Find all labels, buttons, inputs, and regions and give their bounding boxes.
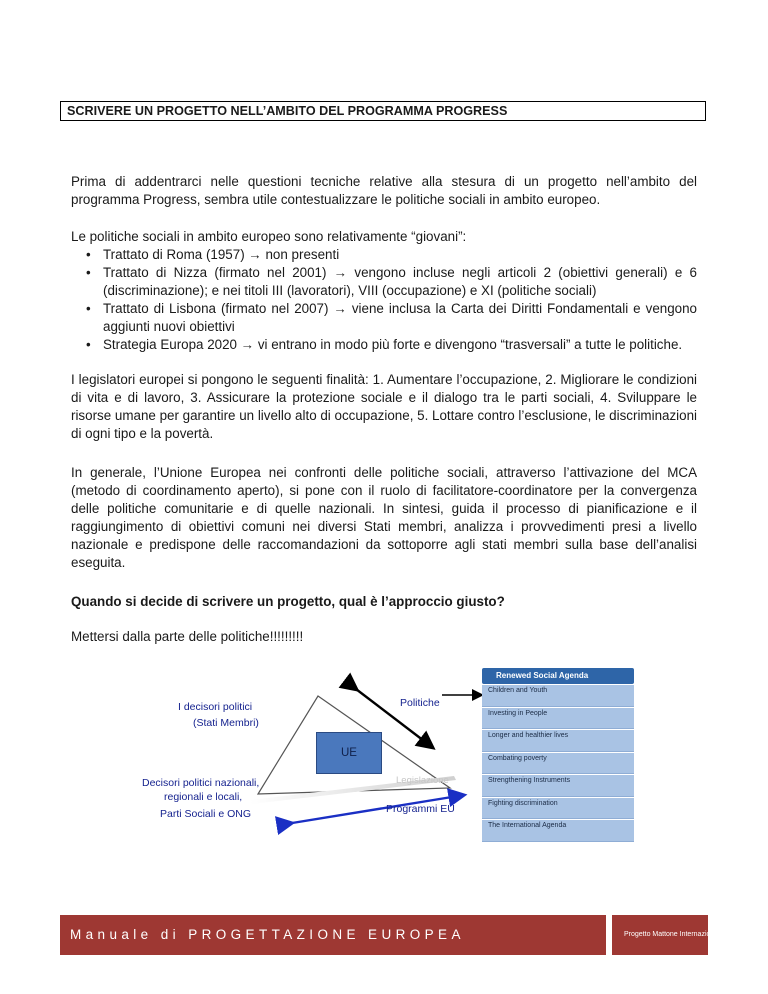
list-item: • Trattato di Lisbona (firmato nel 2007) → viene inclusa la Carta dei Diritti Fondamentali e vengono aggiunti nuovi obiettivi	[86, 300, 697, 336]
list-item: • Trattato di Roma (1957) → non presenti	[86, 246, 697, 264]
decisori-label: I decisori politici	[178, 701, 253, 713]
nazionali-label: Decisori politici nazionali,	[142, 777, 260, 789]
agenda-item: Strengthening Instruments	[482, 775, 634, 797]
treaty-list	[71, 246, 697, 354]
politiche-intro: Le politiche sociali in ambito europeo sono relativamente “giovani”:	[71, 229, 467, 244]
parti-label: Parti Sociali e ONG	[160, 808, 252, 820]
agenda-item: The International Agenda	[482, 820, 634, 842]
intro-paragraph: Prima di addentrarci nelle questioni tecniche relative alla stesura di un progetto nell’ambito del programma Progress, sembra utile contestualizzare le politiche sociali in ambito europeo.	[71, 174, 697, 207]
social-policy-diagram	[138, 664, 636, 844]
agenda-item: Children and Youth	[482, 685, 634, 707]
list-item: • Strategia Europa 2020 → vi entrano in modo più forte e divengono “trasversali” a tutte le politiche.	[86, 336, 697, 354]
agenda-item: Combating poverty	[482, 753, 634, 775]
finalita-paragraph: I legislatori europei si pongono le seguenti finalità: 1. Aumentare l’occupazione, 2. Migliorare le condizioni di vita e di lavoro, 3. Assicurare la protezione sociale e il dialogo tra le parti sociali, 4. Sviluppare le risorse umane per garantire un livello alto di occupazione, 5. Lottare contro l’esclusione, le discriminazioni di ogni tipo e la povertà.	[71, 372, 697, 441]
stati-label: (Stati Membri)	[193, 717, 259, 729]
regionali-label: regionali e locali,	[164, 791, 243, 803]
footer-project: Progetto Mattone Internazionale	[624, 931, 724, 938]
footer-divider	[606, 915, 612, 955]
agenda-title: Renewed Social Agenda	[482, 668, 634, 684]
approach-answer: Mettersi dalla parte delle politiche!!!!!!!!!	[71, 629, 304, 644]
approach-question: Quando si decide di scrivere un progetto, qual è l’approccio giusto?	[71, 594, 505, 609]
programmi-label: Programmi EU	[386, 803, 455, 815]
list-item: • Trattato di Nizza (firmato nel 2001) → vengono incluse negli articoli 2 (obiettivi generali) e 6 (discriminazione); e nei titoli III (lavoratori), VIII (occupazione) e XI (politiche sociali)	[86, 264, 697, 300]
footer-title: Manuale di PROGETTAZIONE EUROPEA	[70, 927, 465, 942]
agenda-item: Fighting discrimination	[482, 798, 634, 820]
ue-box: UE	[316, 732, 382, 774]
politiche-label: Politiche	[400, 697, 440, 709]
legislazione-label: Legislazione	[396, 775, 449, 786]
agenda-item: Longer and healthier lives	[482, 730, 634, 752]
agenda-item: Investing in People	[482, 708, 634, 730]
social-agenda-panel	[482, 668, 634, 842]
page-footer	[60, 915, 724, 955]
mca-paragraph: In generale, l’Unione Europea nei confronti delle politiche sociali, attraverso l’attivazione del MCA (metodo di coordinamento aperto), si pone con il ruolo di facilitatore-coordinatore per la convergenza delle politiche comunitarie e di quelle nazionali. In sintesi, guida il processo di pianificazione e il raggiungimento di obiettivi comuni nei diversi Stati membri, analizza i provvedimenti presi a livello nazionale e predispone delle raccomandazioni da sottoporre agli stati membri sulla base dell’analisi eseguita.	[71, 465, 697, 570]
section-heading: SCRIVERE UN PROGETTO NELL’AMBITO DEL PROGRAMMA PROGRESS	[60, 101, 706, 121]
